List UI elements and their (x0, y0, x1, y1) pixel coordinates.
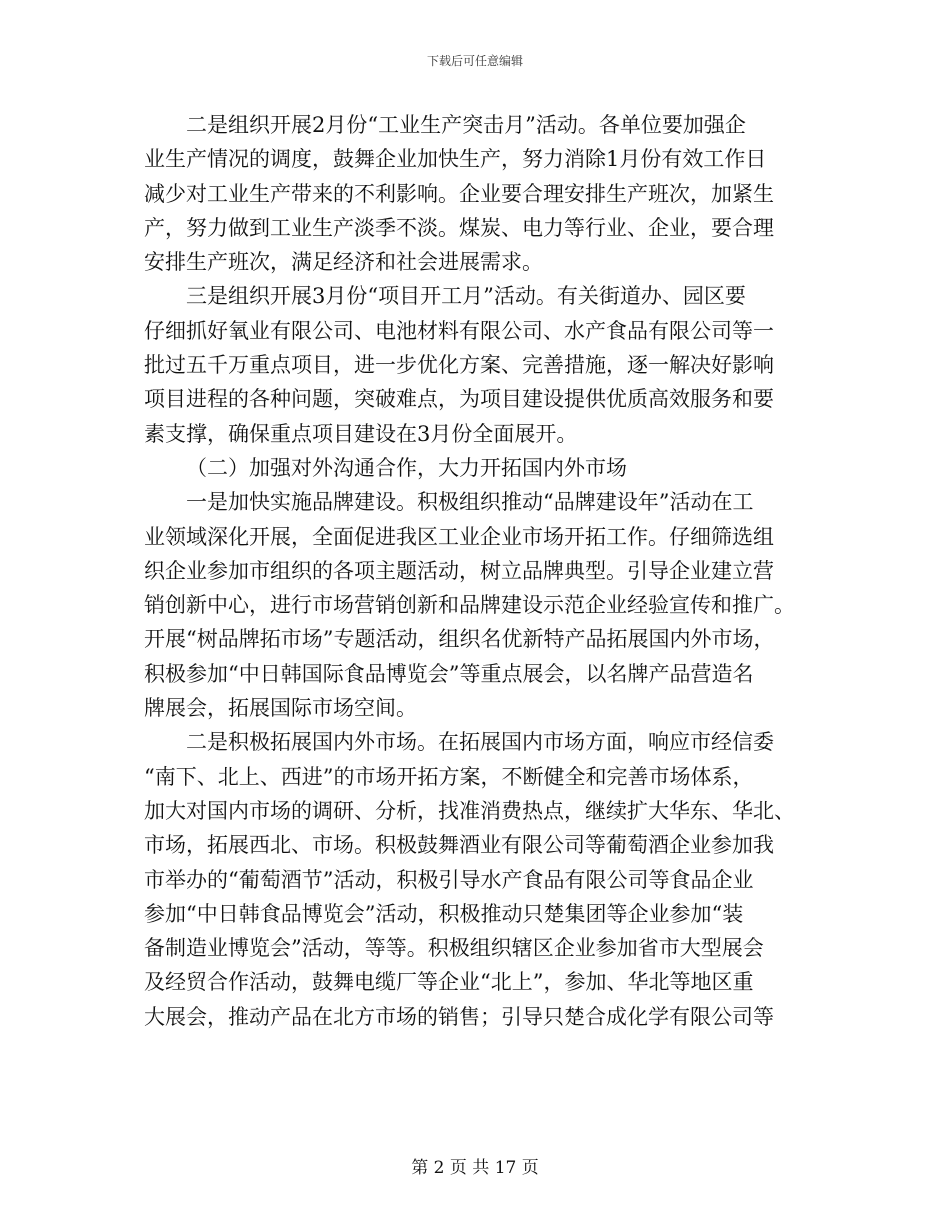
text-line: 一是加快实施品牌建设。积极组织推动“品牌建设年”活动在工 (186, 490, 754, 515)
text-line: 市举办的“葡萄酒节”活动，积极引导水产食品有限公司等食品企业 (144, 867, 754, 892)
page-footer: 第 2 页 共 17 页 (411, 1158, 539, 1178)
text-line: 业生产情况的调度，鼓舞企业加快生产，努力消除1月份有效工作日 (144, 147, 767, 172)
text-line: 安排生产班次，满足经济和社会进展需求。 (144, 250, 543, 275)
text-line: 业领域深化开展，全面促进我区工业企业市场开拓工作。仔细筛选组 (144, 524, 774, 549)
text-line: 销创新中心，进行市场营销创新和品牌建设示范企业经验宣传和推广。 (144, 593, 795, 618)
text-line: 项目进程的各种问题，突破难点，为项目建设提供优质高效服务和要 (144, 387, 774, 412)
text-line: 减少对工业生产带来的不利影响。企业要合理安排生产班次，加紧生 (144, 181, 774, 206)
text-line: 加大对国内市场的调研、分析，找准消费热点，继续扩大华东、华北、 (144, 798, 795, 823)
text-line: 三是组织开展3月份“项目开工月”活动。有关街道办、园区要 (186, 284, 746, 309)
text-line: “南下、北上、西进”的市场开拓方案，不断健全和完善市场体系， (144, 764, 754, 789)
text-line: 大展会，推动产品在北方市场的销售；引导只楚合成化学有限公司等 (144, 1004, 774, 1029)
text-line: 批过五千万重点项目，进一步优化方案、完善措施，逐一解决好影响 (144, 353, 774, 378)
text-line: 备制造业博览会”活动，等等。积极组织辖区企业参加省市大型展会 (144, 936, 764, 961)
text-line: 仔细抓好氧业有限公司、电池材料有限公司、水产食品有限公司等一 (144, 318, 774, 343)
text-line: 参加“中日韩食品博览会”活动，积极推动只楚集团等企业参加“装 (144, 901, 744, 926)
text-line: 开展“树品牌拓市场”专题活动，组织名优新特产品拓展国内外市场， (144, 627, 775, 652)
document-body (144, 108, 804, 1034)
page-header-note: 下载后可任意编辑 (426, 54, 523, 68)
text-line: 二是组织开展2月份“工业生产突击月”活动。各单位要加强企 (186, 113, 746, 137)
text-line: （二）加强对外沟通合作，大力开拓国内外市场 (186, 455, 627, 480)
text-line: 牌展会，拓展国际市场空间。 (144, 696, 417, 721)
text-line: 织企业参加市组织的各项主题活动，树立品牌典型。引导企业建立营 (144, 558, 774, 583)
text-line: 积极参加“中日韩国际食品博览会”等重点展会，以名牌产品营造名 (144, 661, 754, 686)
text-line: 素支撑，确保重点项目建设在3月份全面展开。 (144, 421, 578, 446)
text-line: 市场，拓展西北、市场。积极鼓舞酒业有限公司等葡萄酒企业参加我 (144, 833, 774, 858)
text-line: 及经贸合作活动，鼓舞电缆厂等企业“北上”，参加、华北等地区重 (144, 970, 754, 995)
text-line: 产，努力做到工业生产淡季不淡。煤炭、电力等行业、企业，要合理 (144, 215, 774, 240)
text-line: 二是积极拓展国内外市场。在拓展国内市场方面，响应市经信委 (186, 730, 774, 755)
